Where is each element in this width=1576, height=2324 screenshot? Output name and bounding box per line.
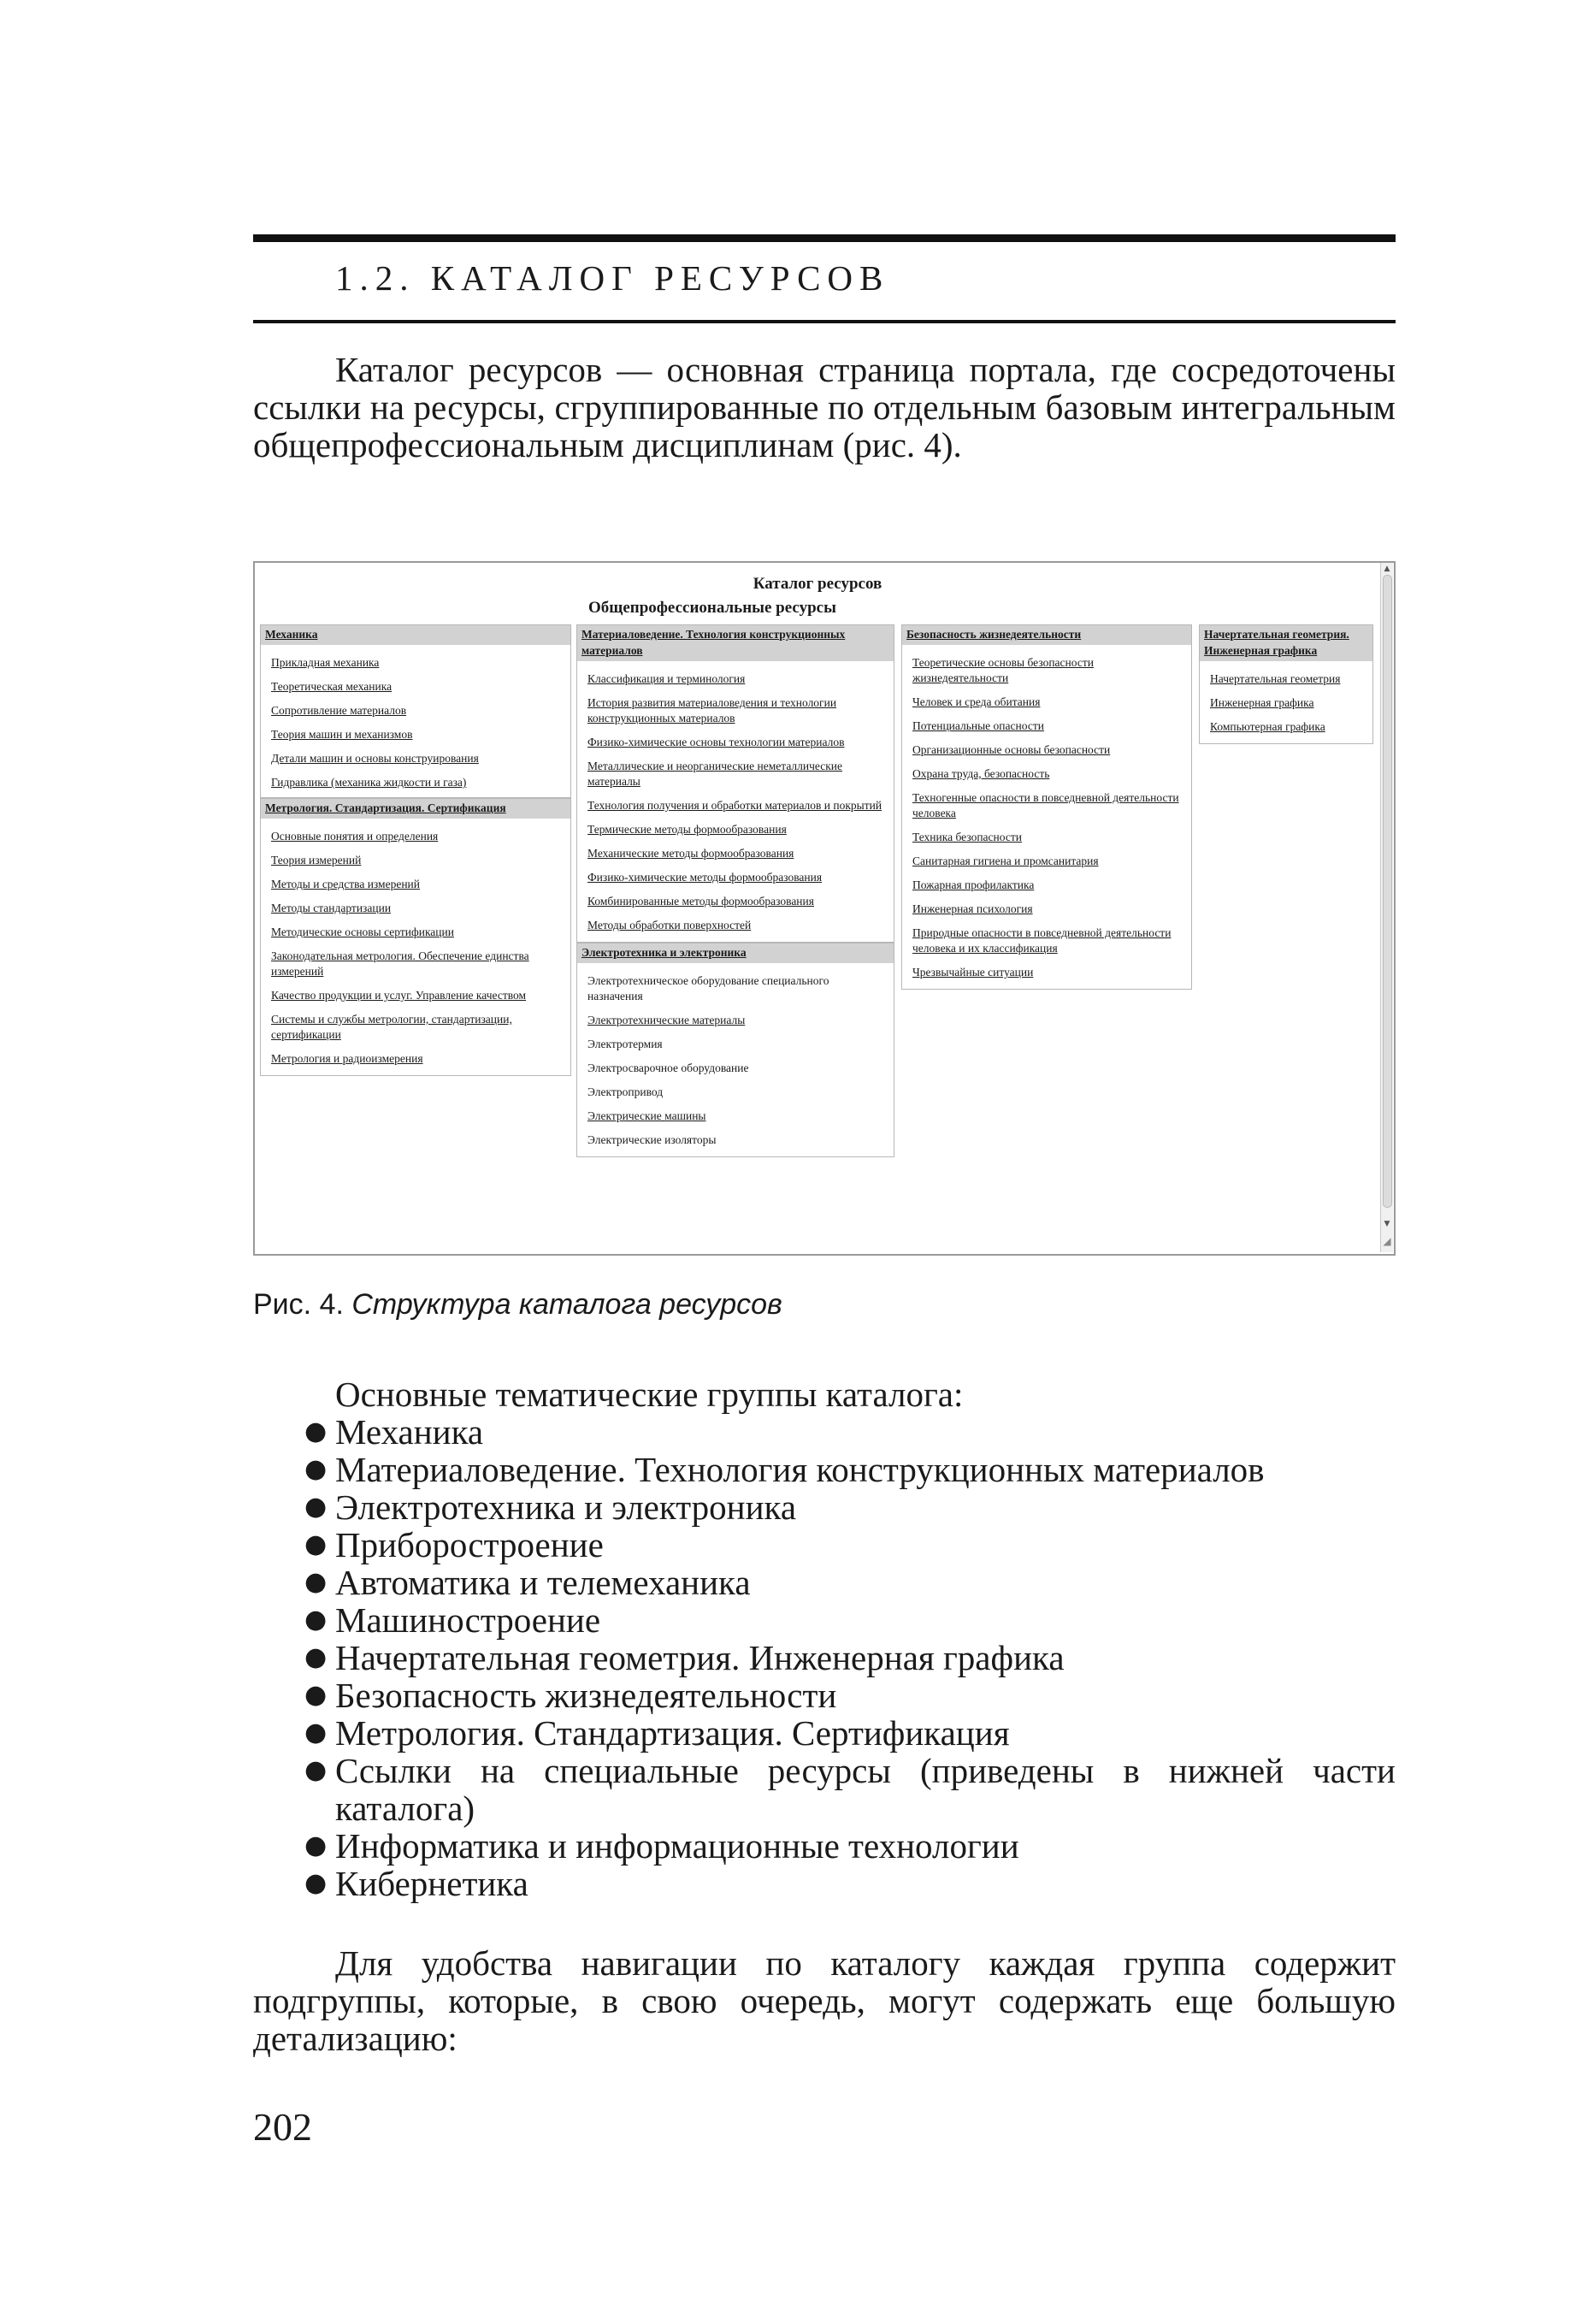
intro-paragraph: Каталог ресурсов — основная страница портала, где сосредоточены ссылки на ресурсы, сгруппированные по отдельным базовым интегральным общепрофессиональным дисциплинам (рис. 4). <box>253 350 1396 464</box>
catalog-group <box>576 943 894 1157</box>
catalog-title: Каталог ресурсов <box>753 575 882 593</box>
heading-rule-bottom <box>253 320 1396 323</box>
catalog-subtitle: Общепрофессиональные ресурсы <box>588 599 836 617</box>
bullet-icon: ● <box>304 1605 328 1635</box>
catalog-link[interactable]: Инженерная психология <box>912 902 1033 915</box>
catalog-link[interactable]: Методы и средства измерений <box>271 878 421 890</box>
figure-caption <box>253 1290 782 1319</box>
catalog-group <box>260 624 571 798</box>
catalog-link[interactable]: Законодательная метрология. Обеспечение единства измерений <box>271 949 529 978</box>
catalog-link[interactable]: Санитарная гигиена и промсанитария <box>912 854 1099 867</box>
catalog-group-items <box>1200 661 1372 743</box>
catalog-link[interactable]: Физико-химические методы формообразования <box>587 871 823 884</box>
catalog-column-2 <box>576 624 894 1157</box>
bullet-icon: ● <box>304 1416 328 1446</box>
list-item: ● Метрология. Стандартизация. Сертификация <box>304 1713 1010 1753</box>
bullet-icon: ● <box>304 1492 328 1522</box>
list-item: ● Ссылки на специальные ресурсы (приведены в нижней части каталога) <box>304 1751 1396 1828</box>
catalog-item: Электрические изоляторы <box>587 1133 717 1146</box>
catalog-link[interactable]: Детали машин и основы конструирования <box>271 752 479 765</box>
bullet-icon: ● <box>304 1529 328 1559</box>
list-item: ● Информатика и информационные технологии <box>304 1826 1019 1866</box>
catalog-group-items <box>261 645 570 797</box>
catalog-link[interactable]: Механические методы формообразования <box>587 847 794 860</box>
scroll-thumb[interactable] <box>1383 575 1392 1208</box>
catalog-link[interactable]: Методические основы сертификации <box>271 925 454 938</box>
catalog-screenshot <box>253 561 1396 1256</box>
bullet-icon: ● <box>304 1567 328 1597</box>
catalog-page <box>255 563 1380 1254</box>
scroll-down-arrow-icon[interactable]: ▼ <box>1384 1220 1390 1228</box>
catalog-link[interactable]: Техника безопасности <box>912 831 1022 843</box>
catalog-link[interactable]: Сопротивление материалов <box>271 704 407 717</box>
catalog-link[interactable]: Термические методы формообразования <box>587 823 787 836</box>
catalog-link[interactable]: Чрезвычайные ситуации <box>912 966 1034 979</box>
catalog-group-items <box>261 819 570 1075</box>
catalog-group-title-metrology[interactable]: Метрология. Стандартизация. Сертификация <box>261 799 570 819</box>
catalog-group-title-graphics[interactable]: Начертательная геометрия. Инженерная графика <box>1200 625 1372 661</box>
catalog-link[interactable]: Природные опасности в повседневной деятельности человека и их классификация <box>912 926 1172 955</box>
outro-paragraph: Для удобства навигации по каталогу каждая группа содержит подгруппы, которые, в свою очередь, могут содержать еще большую детализацию: <box>253 1943 1396 2058</box>
catalog-group <box>901 624 1192 990</box>
bullet-icon: ● <box>304 1454 328 1484</box>
catalog-link[interactable]: Метрология и радиоизмерения <box>271 1052 423 1065</box>
list-item: ● Автоматика и телемеханика <box>304 1563 751 1602</box>
catalog-group-title-materials[interactable]: Материаловедение. Технология конструкционных материалов <box>577 625 894 661</box>
catalog-column-3 <box>901 624 1192 990</box>
catalog-group-title-safety[interactable]: Безопасность жизнедеятельности <box>902 625 1191 645</box>
catalog-link[interactable]: Теория измерений <box>271 854 362 866</box>
catalog-link[interactable]: Методы стандартизации <box>271 902 392 914</box>
catalog-link[interactable]: Прикладная механика <box>271 656 380 669</box>
list-item: ● Материаловедение. Технология конструкционных материалов <box>304 1450 1265 1489</box>
bullet-icon: ● <box>304 1868 328 1898</box>
catalog-link[interactable]: Электротехнические материалы <box>587 1014 746 1026</box>
heading-rule-top <box>253 234 1396 242</box>
catalog-link[interactable]: История развития материаловедения и технологии конструкционных материалов <box>587 696 837 724</box>
bullet-icon: ● <box>304 1718 328 1747</box>
catalog-link[interactable]: Компьютерная графика <box>1210 720 1325 733</box>
list-item: ● Начертательная геометрия. Инженерная графика <box>304 1638 1065 1677</box>
catalog-column-1 <box>260 624 571 1076</box>
list-lead: Основные тематические группы каталога: <box>335 1375 964 1414</box>
catalog-link[interactable]: Системы и службы метрологии, стандартизации, сертификации <box>271 1013 512 1041</box>
bullet-icon: ● <box>304 1680 328 1710</box>
bullet-icon: ● <box>304 1642 328 1672</box>
catalog-link[interactable]: Комбинированные методы формообразования <box>587 895 814 908</box>
catalog-link[interactable]: Теория машин и механизмов <box>271 728 413 741</box>
catalog-group-title-electrical[interactable]: Электротехника и электроника <box>577 943 894 963</box>
catalog-link[interactable]: Классификация и терминология <box>587 672 746 685</box>
catalog-link[interactable]: Методы обработки поверхностей <box>587 919 752 931</box>
catalog-group-items <box>577 963 894 1156</box>
catalog-link[interactable]: Человек и среда обитания <box>912 695 1041 708</box>
list-item: ● Электротехника и электроника <box>304 1487 797 1527</box>
catalog-item: Электропривод <box>587 1085 664 1098</box>
catalog-item: Электросварочное оборудование <box>587 1061 749 1074</box>
figure-caption-number: Рис. 4. <box>253 1288 344 1321</box>
catalog-link[interactable]: Гидравлика (механика жидкости и газа) <box>271 776 467 789</box>
catalog-link[interactable]: Теоретические основы безопасности жизнедеятельности <box>912 656 1094 684</box>
catalog-link[interactable]: Организационные основы безопасности <box>912 743 1111 756</box>
bullet-icon: ● <box>304 1755 328 1785</box>
bullet-icon: ● <box>304 1830 328 1860</box>
list-item: ● Машиностроение <box>304 1600 601 1640</box>
catalog-group <box>1199 624 1373 744</box>
list-item: ● Механика <box>304 1412 484 1452</box>
page-number: 202 <box>253 2105 312 2149</box>
catalog-link[interactable]: Металлические и неорганические неметаллические материалы <box>587 760 843 788</box>
catalog-link[interactable]: Инженерная графика <box>1210 696 1314 709</box>
catalog-group-title-mechanics[interactable]: Механика <box>261 625 570 645</box>
catalog-link[interactable]: Теоретическая механика <box>271 680 393 693</box>
resize-grip-icon[interactable]: ◢ <box>1383 1235 1391 1247</box>
catalog-group-items <box>577 661 894 942</box>
list-item: ● Кибернетика <box>304 1864 528 1903</box>
catalog-group <box>576 624 894 943</box>
section-heading: 1.2. КАТАЛОГ РЕСУРСОВ <box>335 258 890 298</box>
figure-caption-text: Структура каталога ресурсов <box>351 1288 782 1321</box>
catalog-link[interactable]: Физико-химические основы технологии материалов <box>587 736 845 748</box>
catalog-group <box>260 798 571 1076</box>
catalog-link[interactable]: Технология получения и обработки материалов и покрытий <box>587 799 882 812</box>
catalog-link[interactable]: Техногенные опасности в повседневной деятельности человека <box>912 791 1179 819</box>
list-item: ● Приборостроение <box>304 1525 604 1564</box>
catalog-group-items <box>902 645 1191 989</box>
catalog-item: Электротермия <box>587 1038 663 1050</box>
catalog-link[interactable]: Основные понятия и определения <box>271 830 439 843</box>
topic-group-list <box>253 1413 1396 1902</box>
scroll-up-arrow-icon[interactable]: ▲ <box>1384 565 1390 573</box>
catalog-column-4 <box>1199 624 1373 744</box>
catalog-item: Электротехническое оборудование специального назначения <box>587 974 829 1002</box>
catalog-link[interactable]: Пожарная профилактика <box>912 878 1035 891</box>
vertical-scrollbar[interactable] <box>1380 563 1393 1252</box>
catalog-link[interactable]: Электрические машины <box>587 1109 706 1122</box>
list-item: ● Безопасность жизнедеятельности <box>304 1676 837 1715</box>
catalog-link[interactable]: Потенциальные опасности <box>912 719 1044 732</box>
catalog-link[interactable]: Качество продукции и услуг. Управление качеством <box>271 989 527 1002</box>
catalog-link[interactable]: Охрана труда, безопасность <box>912 767 1050 780</box>
catalog-link[interactable]: Начертательная геометрия <box>1210 672 1341 685</box>
